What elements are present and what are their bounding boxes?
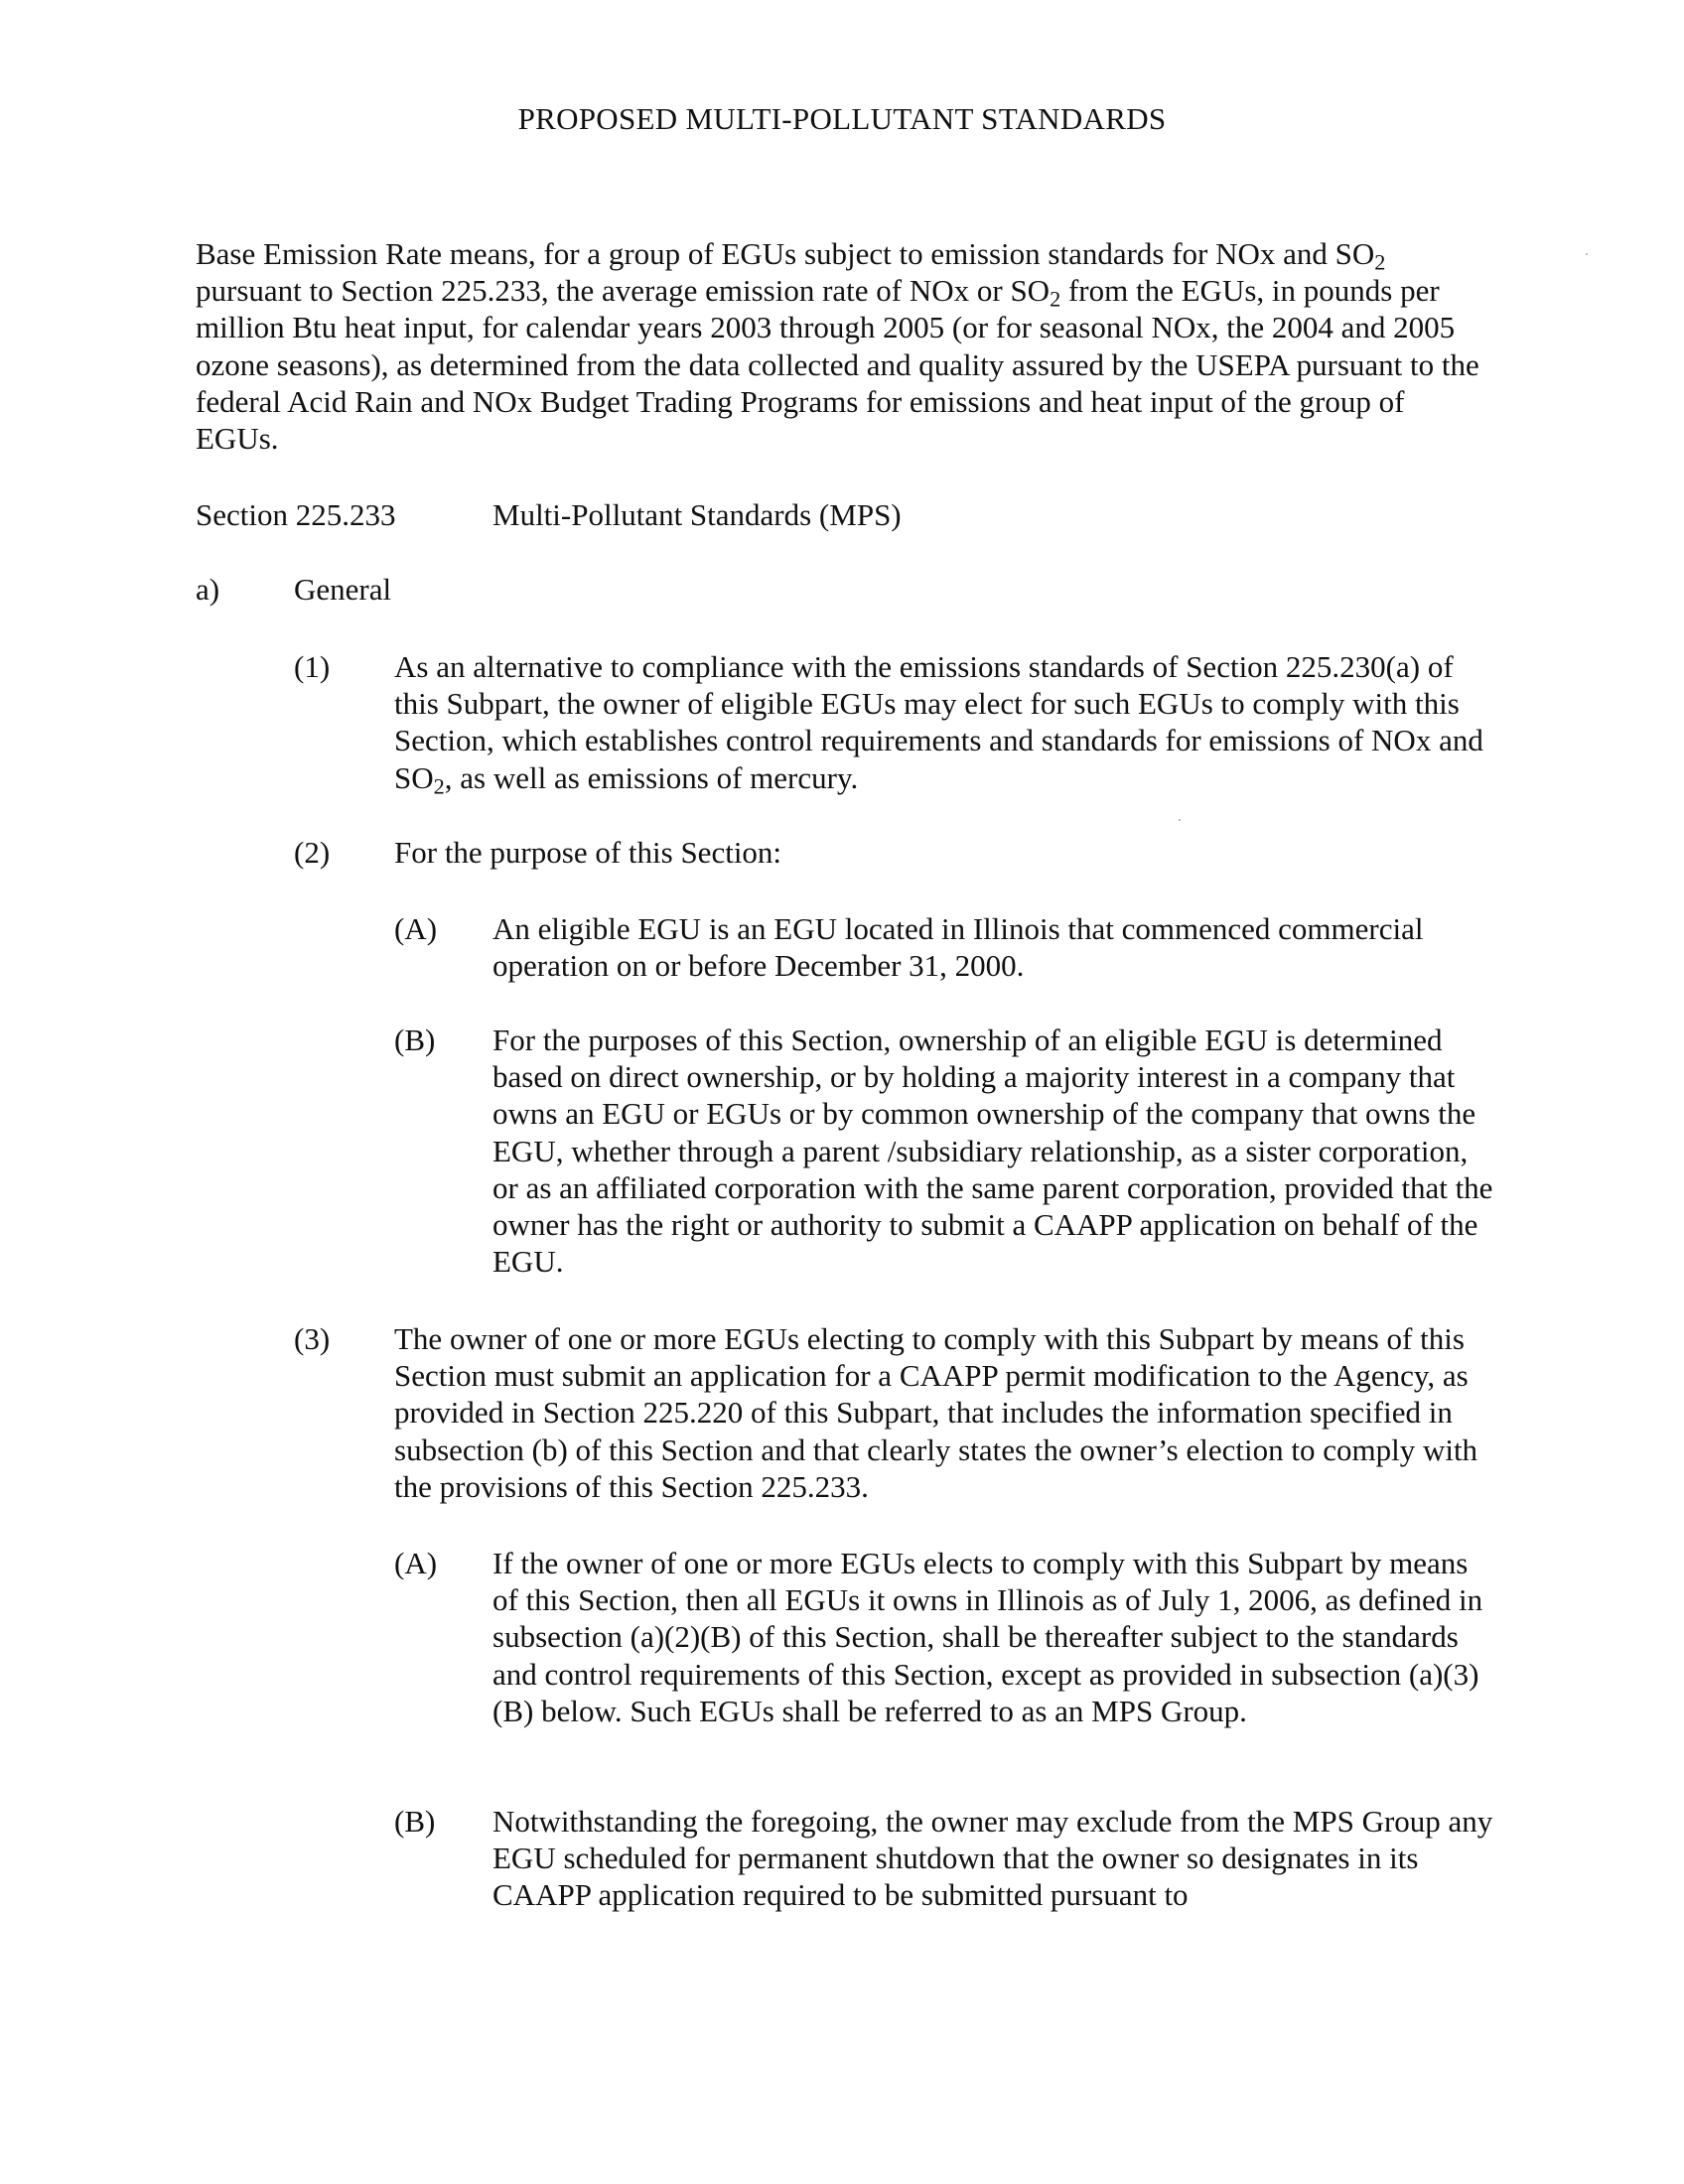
item-3-a-label: (A) <box>394 1546 438 1580</box>
item-1-text-part-1: As an alternative to compliance with the emissions standards of Section 225.230(a) of this Subpart, the owner of eligible EGUs may elect for such EGUs to comply with this Section, which establishes control requirements and standards for emissions of NOx and SO <box>394 649 1483 795</box>
item-3-text: The owner of one or more EGUs electing to comply with this Subpart by means of this Section must submit an application for a CAAPP permit modification to the Agency, as provided in Section 225.220 of this Subpart, that includes the information specified in subsection (b) of this Section and that clearly states the owner’s election to comply with the provisions of this Section 225.233. <box>394 1321 1478 1504</box>
item-2-b-text: For the purposes of this Section, ownership of an eligible EGU is determined based on direct ownership, or by holding a majority interest in a company that owns an EGU or EGUs or by common ownership of the company that owns the EGU, whether through a parent /subsidiary relationship, as a sister corporation, or as an affiliated corporation with the same parent corporation, provided that the owner has the right or authority to submit a CAAPP application on behalf of the EGU. <box>492 1023 1493 1280</box>
item-1-label: (1) <box>294 649 331 684</box>
item-2-a-label: (A) <box>394 911 438 946</box>
section-heading: Multi-Pollutant Standards (MPS) <box>492 497 902 532</box>
item-3-b-label: (B) <box>394 1804 436 1839</box>
item-3-b-text: Notwithstanding the foregoing, the owner may exclude from the MPS Group any EGU scheduled for permanent shutdown that the owner so designates in its CAAPP application required to be submitted pursuant to <box>492 1804 1493 1913</box>
item-2-a-text: An eligible EGU is an EGU located in Illinois that commenced commercial operation on or before December 31, 2000. <box>492 911 1424 984</box>
page-title: PROPOSED MULTI-POLLUTANT STANDARDS <box>517 101 1167 136</box>
definition-text-part-1: Base Emission Rate means, for a group of EGUs subject to emission standards for NOx and SO <box>196 236 1375 271</box>
subsection-a-title: General <box>294 572 392 607</box>
scan-speck <box>1586 253 1588 255</box>
item-2-text: For the purpose of this Section: <box>394 835 782 870</box>
definition-text-part-3: from the EGUs, in pounds per million Btu heat input, for calendar years 2003 through 2005 (or for seasonal NOx, the 2004 and 2005 ozone seasons), as determined from the data collected and quality assured by the USEPA pursuant to the federal Acid Rain and NOx Budget Trading Programs for emissions and heat input of the group of EGUs. <box>196 273 1479 457</box>
section-number: Section 225.233 <box>196 497 396 532</box>
item-1-text <box>394 648 1496 799</box>
item-2-b-label: (B) <box>394 1023 436 1057</box>
item-1-subscript: 2 <box>433 773 445 799</box>
item-3-label: (3) <box>294 1321 331 1356</box>
item-2-label: (2) <box>294 835 331 870</box>
definition-subscript-1: 2 <box>1374 249 1386 275</box>
base-emission-rate-definition <box>196 235 1486 457</box>
item-3-a-text: If the owner of one or more EGUs elects to comply with this Subpart by means of this Section, then all EGUs it owns in Illinois as of July 1, 2006, as defined in subsection (a)(2)(B) of this Section, shall be thereafter subject to the standards and control requirements of this Section, except as provided in subsection (a)(3)(B) below. Such EGUs shall be referred to as an MPS Group. <box>492 1546 1483 1728</box>
scan-speck <box>1179 819 1181 821</box>
item-1-text-part-2: , as well as emissions of mercury. <box>444 759 859 795</box>
definition-text-part-2: pursuant to Section 225.233, the average emission rate of NOx or SO <box>196 273 1051 309</box>
subsection-a-label: a) <box>196 572 220 607</box>
definition-subscript-2: 2 <box>1050 286 1061 312</box>
